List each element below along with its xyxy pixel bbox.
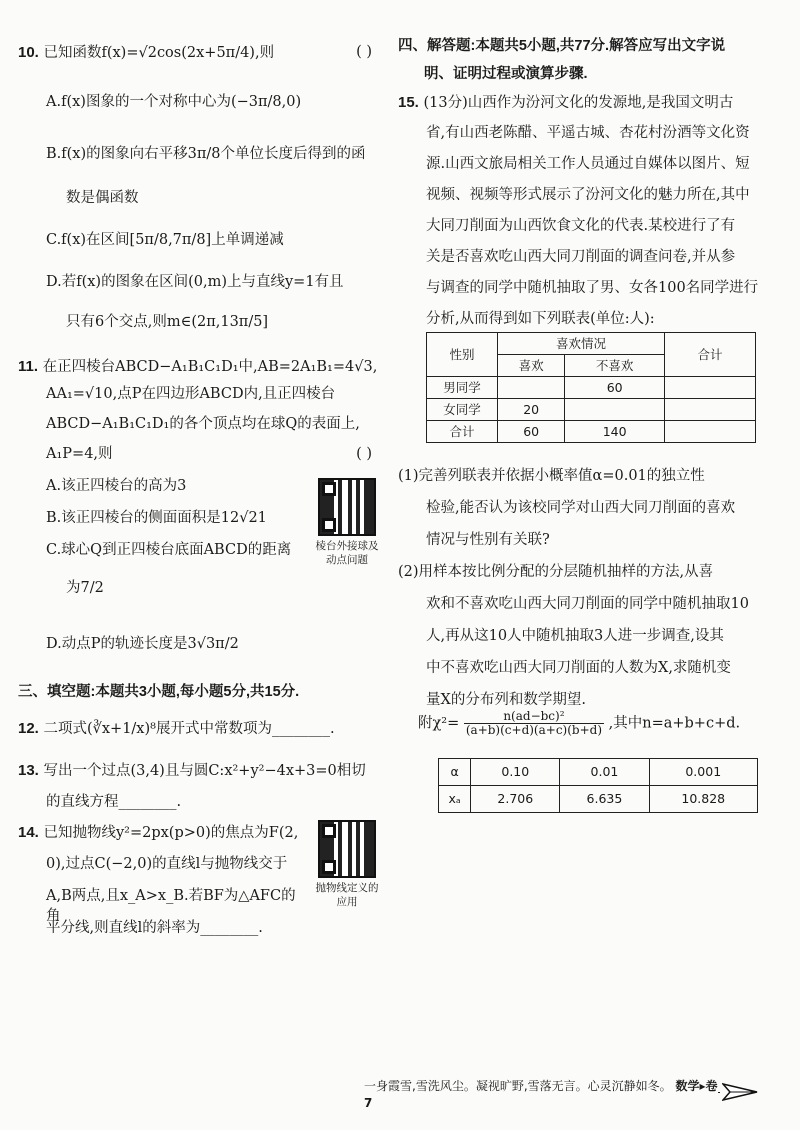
section-title-solve: 四、解答题:本题共5小题,共77分.解答应写出文字说 — [398, 38, 726, 54]
footer-subject: 数学▸卷7 — [364, 1079, 718, 1110]
question-line: 写出一个过点(3,4)且与圆C:x²+y²−4x+3=0相切 — [43, 763, 366, 779]
answer-paren: ( ) — [356, 44, 372, 60]
contingency-table — [426, 332, 756, 443]
qr-code-icon — [318, 820, 376, 878]
question-10 — [18, 42, 378, 63]
footer-motto: 一身霞雪,雪洗风尘。凝视旷野,雪落无言。心灵沉静如冬。 — [364, 1079, 672, 1093]
page-footer — [360, 1080, 780, 1110]
section-title-fill-in: 三、填空题:本题共3小题,每小题5分,共15分. — [18, 684, 300, 700]
table-row — [439, 759, 758, 786]
table-cell: 60 — [498, 421, 565, 443]
table-row — [427, 399, 756, 421]
table-cell: xₐ — [439, 786, 471, 813]
question-line: 与调查的同学中随机抽取了男、女各100名同学进行 — [426, 280, 759, 296]
option-c-line1: C.球心Q到正四棱台底面ABCD的距离 — [46, 542, 292, 558]
table-cell — [665, 377, 756, 399]
table-cell: 0.001 — [649, 759, 757, 786]
question-line: 在正四棱台ABCD−A₁B₁C₁D₁中,AB=2A₁B₁=4√3, — [42, 359, 378, 375]
table-row — [439, 786, 758, 813]
question-line: 大同刀削面为山西饮食文化的代表.某校进行了有 — [426, 218, 736, 234]
question-number: 13. — [18, 762, 39, 779]
table-header: 不喜欢 — [565, 355, 665, 377]
table-header: 合计 — [665, 333, 756, 377]
question-number: 11. — [18, 358, 39, 375]
answer-paren: ( ) — [356, 446, 372, 462]
table-header: 性别 — [427, 333, 498, 377]
question-line: A₁P=4,则 — [46, 446, 113, 462]
qr-caption: 棱台外接球及动点问题 — [315, 540, 379, 566]
table-cell: 合计 — [427, 421, 498, 443]
table-row — [427, 421, 756, 443]
question-line: 已知抛物线y²=2px(p>0)的焦点为F(2, — [43, 825, 299, 841]
part-2-line: (2)用样本按比例分配的分层随机抽样的方法,从喜 — [398, 564, 714, 580]
table-cell: 男同学 — [427, 377, 498, 399]
question-stem: 已知函数f(x)=√2cos(2x+5π/4),则 — [43, 45, 275, 61]
question-13 — [18, 760, 378, 781]
table-cell: 10.828 — [649, 786, 757, 813]
formula-denominator: (a+b)(c+d)(a+c)(b+d) — [465, 723, 603, 738]
table-cell — [665, 399, 756, 421]
table-row — [427, 377, 756, 399]
question-line: ABCD−A₁B₁C₁D₁的各个顶点均在球Q的表面上, — [46, 416, 360, 432]
part-1-line: 检验,能否认为该校同学对山西大同刀削面的喜欢 — [426, 500, 736, 516]
question-14 — [18, 822, 308, 843]
option-d-line2: 只有6个交点,则m∈(2π,13π/5] — [66, 314, 269, 330]
question-line: 视频、视频等形式展示了汾河文化的魅力所在,其中 — [426, 187, 750, 203]
table-cell — [665, 421, 756, 443]
critical-value-table — [438, 758, 758, 813]
question-line: 的直线方程________. — [46, 794, 182, 810]
qr-caption: 抛物线定义的应用 — [315, 882, 379, 908]
question-line: AA₁=√10,点P在四边形ABCD内,且正四棱台 — [46, 386, 336, 402]
footer-text — [360, 1078, 718, 1112]
question-text: 二项式(∛x+1/x)⁸展开式中常数项为________. — [43, 721, 335, 737]
table-cell: 60 — [565, 377, 665, 399]
table-cell: α — [439, 759, 471, 786]
question-line: 省,有山西老陈醋、平遥古城、杏花村汾酒等文化资 — [426, 125, 750, 141]
formula-numerator: n(ad−bc)² — [464, 710, 604, 724]
formula-suffix: ,其中n=a+b+c+d. — [608, 715, 741, 732]
chi-square-formula — [398, 710, 770, 737]
table-header: 喜欢情况 — [498, 333, 665, 355]
table-cell: 2.706 — [471, 786, 560, 813]
part-2-line: 人,再从这10人中随机抽取3人进一步调查,设其 — [426, 628, 724, 644]
question-line: A,B两点,且x_A>x_B.若BF为△AFC的角 — [46, 888, 296, 925]
table-cell: 0.10 — [471, 759, 560, 786]
question-12 — [18, 718, 378, 739]
table-cell: 0.01 — [560, 759, 649, 786]
question-11 — [18, 356, 378, 377]
table-cell: 6.635 — [560, 786, 649, 813]
option-c: C.f(x)在区间[5π/8,7π/8]上单调递减 — [46, 232, 284, 248]
question-line: 源.山西文旅局相关工作人员通过自媒体以图片、短 — [426, 156, 750, 172]
question-line: (13分)山西作为汾河文化的发源地,是我国文明古 — [423, 95, 734, 111]
table-cell — [565, 399, 665, 421]
formula-fraction — [464, 710, 604, 737]
option-a: A.该正四棱台的高为3 — [46, 478, 187, 494]
question-line: 0),过点C(−2,0)的直线l与抛物线交于 — [46, 856, 288, 872]
option-d-line1: D.若f(x)的图象在区间(0,m)上与直线y=1有且 — [46, 274, 344, 290]
section-title-solve-cont: 明、证明过程或演算步骤. — [424, 66, 588, 82]
table-cell: 女同学 — [427, 399, 498, 421]
question-number: 12. — [18, 720, 39, 737]
question-line: 关是否喜欢吃山西大同刀削面的调查问卷,并从参 — [426, 249, 736, 265]
question-number: 14. — [18, 824, 39, 841]
question-number: 15. — [398, 94, 419, 111]
part-2-line: 欢和不喜欢吃山西大同刀削面的同学中随机抽取10 — [426, 596, 749, 612]
part-2-line: 量X的分布列和数学期望. — [426, 692, 586, 708]
part-1-line: (1)完善列联表并依据小概率值α=0.01的独立性 — [398, 468, 705, 484]
option-d: D.动点P的轨迹长度是3√3π/2 — [46, 636, 239, 652]
option-b-line2: 数是偶函数 — [66, 190, 139, 206]
formula-prefix: 附χ²= — [418, 715, 460, 732]
paper-plane-icon — [722, 1080, 758, 1104]
part-1-line: 情况与性别有关联? — [426, 532, 550, 548]
option-b: B.该正四棱台的侧面面积是12√21 — [46, 510, 267, 526]
table-cell: 20 — [498, 399, 565, 421]
option-a: A.f(x)图象的一个对称中心为(−3π/8,0) — [46, 94, 302, 110]
question-15 — [398, 92, 770, 113]
question-line-with-paren — [18, 444, 378, 464]
option-b-line1: B.f(x)的图象向右平移3π/8个单位长度后得到的函 — [46, 146, 366, 162]
question-line: 分析,从而得到如下列联表(单位:人): — [426, 311, 655, 327]
question-number: 10. — [18, 44, 39, 61]
table-cell: 140 — [565, 421, 665, 443]
option-c-line2: 为7/2 — [66, 580, 104, 596]
table-header: 喜欢 — [498, 355, 565, 377]
question-line: 平分线,则直线l的斜率为________. — [46, 920, 263, 936]
table-cell — [498, 377, 565, 399]
part-2-line: 中不喜欢吃山西大同刀削面的人数为X,求随机变 — [426, 660, 731, 676]
qr-code-icon — [318, 478, 376, 536]
